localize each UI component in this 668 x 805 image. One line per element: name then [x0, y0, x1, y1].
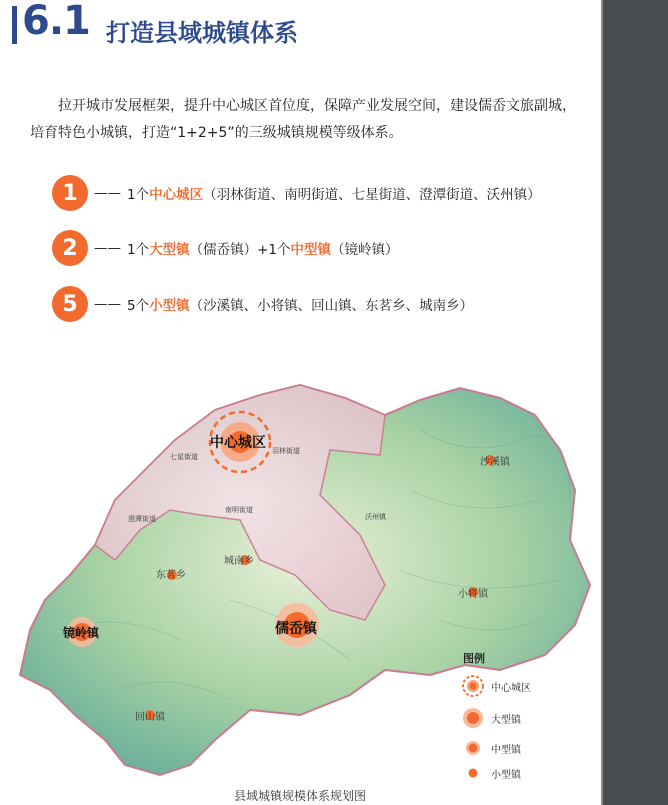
legend-large: [455, 707, 521, 729]
legend-medium-icon: [455, 737, 491, 759]
item-detail-2: （镜岭镇）: [331, 242, 399, 258]
list-item-large-medium: [52, 232, 399, 264]
list-item-small: [52, 288, 473, 320]
legend-small-icon: [455, 762, 491, 784]
item-prefix: 1个: [127, 187, 150, 203]
legend-medium-label: 中型镇: [491, 744, 521, 756]
item-dash: ——: [94, 185, 121, 201]
item-prefix: 5个: [127, 298, 150, 314]
item-highlight: 中心城区: [149, 187, 204, 203]
list-item-central: [52, 177, 541, 209]
label-xiaojiang: 小将镇: [458, 589, 488, 600]
label-shaxi: 沙溪镇: [480, 457, 510, 468]
item-dash: ——: [94, 240, 121, 256]
label-qixing: 七星街道: [170, 453, 198, 461]
label-nanming: 南明街道: [225, 506, 253, 514]
label-jingling: 镜岭镇: [63, 626, 100, 640]
legend-small-label: 小型镇: [491, 769, 521, 781]
intro-paragraph: 拉开城市发展框架，提升中心城区首位度，保障产业发展空间，建设儒岙文旅副城，培育特色小城镇，打造“1+2+5”的三级城镇规模等级体系。: [30, 98, 576, 141]
legend-central: [455, 675, 531, 697]
item-highlight: 大型镇: [149, 242, 190, 258]
label-huishan: 回山镇: [135, 712, 165, 723]
title-bar-accent: [12, 6, 17, 44]
section-title: 打造县域城镇体系: [106, 19, 298, 47]
legend-title: 图例: [463, 652, 485, 665]
legend-central-label: 中心城区: [491, 682, 531, 694]
label-chengnan: 城南乡: [224, 556, 254, 567]
legend-large-label: 大型镇: [491, 714, 521, 726]
label-dongming: 东茗乡: [156, 570, 186, 581]
label-yulin: 羽林街道: [272, 447, 300, 455]
item-detail: （儒岙镇）+1个: [189, 242, 291, 258]
item-dash: ——: [94, 296, 121, 312]
legend-large-icon: [455, 707, 491, 729]
legend-medium: [455, 737, 521, 759]
item-highlight: 小型镇: [149, 298, 190, 314]
item-prefix: 1个: [127, 242, 150, 258]
item-highlight-2: 中型镇: [290, 242, 331, 258]
section-number: 6.1: [22, 0, 90, 44]
viewer-side-panel: [603, 0, 668, 805]
label-central: 中心城区: [210, 435, 266, 451]
item-detail: （羽林街道、南明街道、七星街道、澄潭街道、沃州镇）: [203, 187, 541, 203]
legend-small: [455, 762, 521, 784]
map-legend: [455, 650, 575, 785]
item-detail: （沙溪镇、小将镇、回山镇、东茗乡、城南乡）: [189, 298, 474, 314]
number-badge: 2: [52, 230, 88, 266]
legend-central-icon: [455, 675, 491, 697]
number-badge: 1: [52, 175, 88, 211]
label-chengtan: 澄潭街道: [128, 515, 156, 523]
number-badge: 5: [52, 286, 88, 322]
label-rugu: 儒岙镇: [275, 621, 317, 637]
map-caption: 县域城镇规模体系规划图: [233, 789, 366, 803]
label-wozhou: 沃州镇: [365, 513, 386, 521]
